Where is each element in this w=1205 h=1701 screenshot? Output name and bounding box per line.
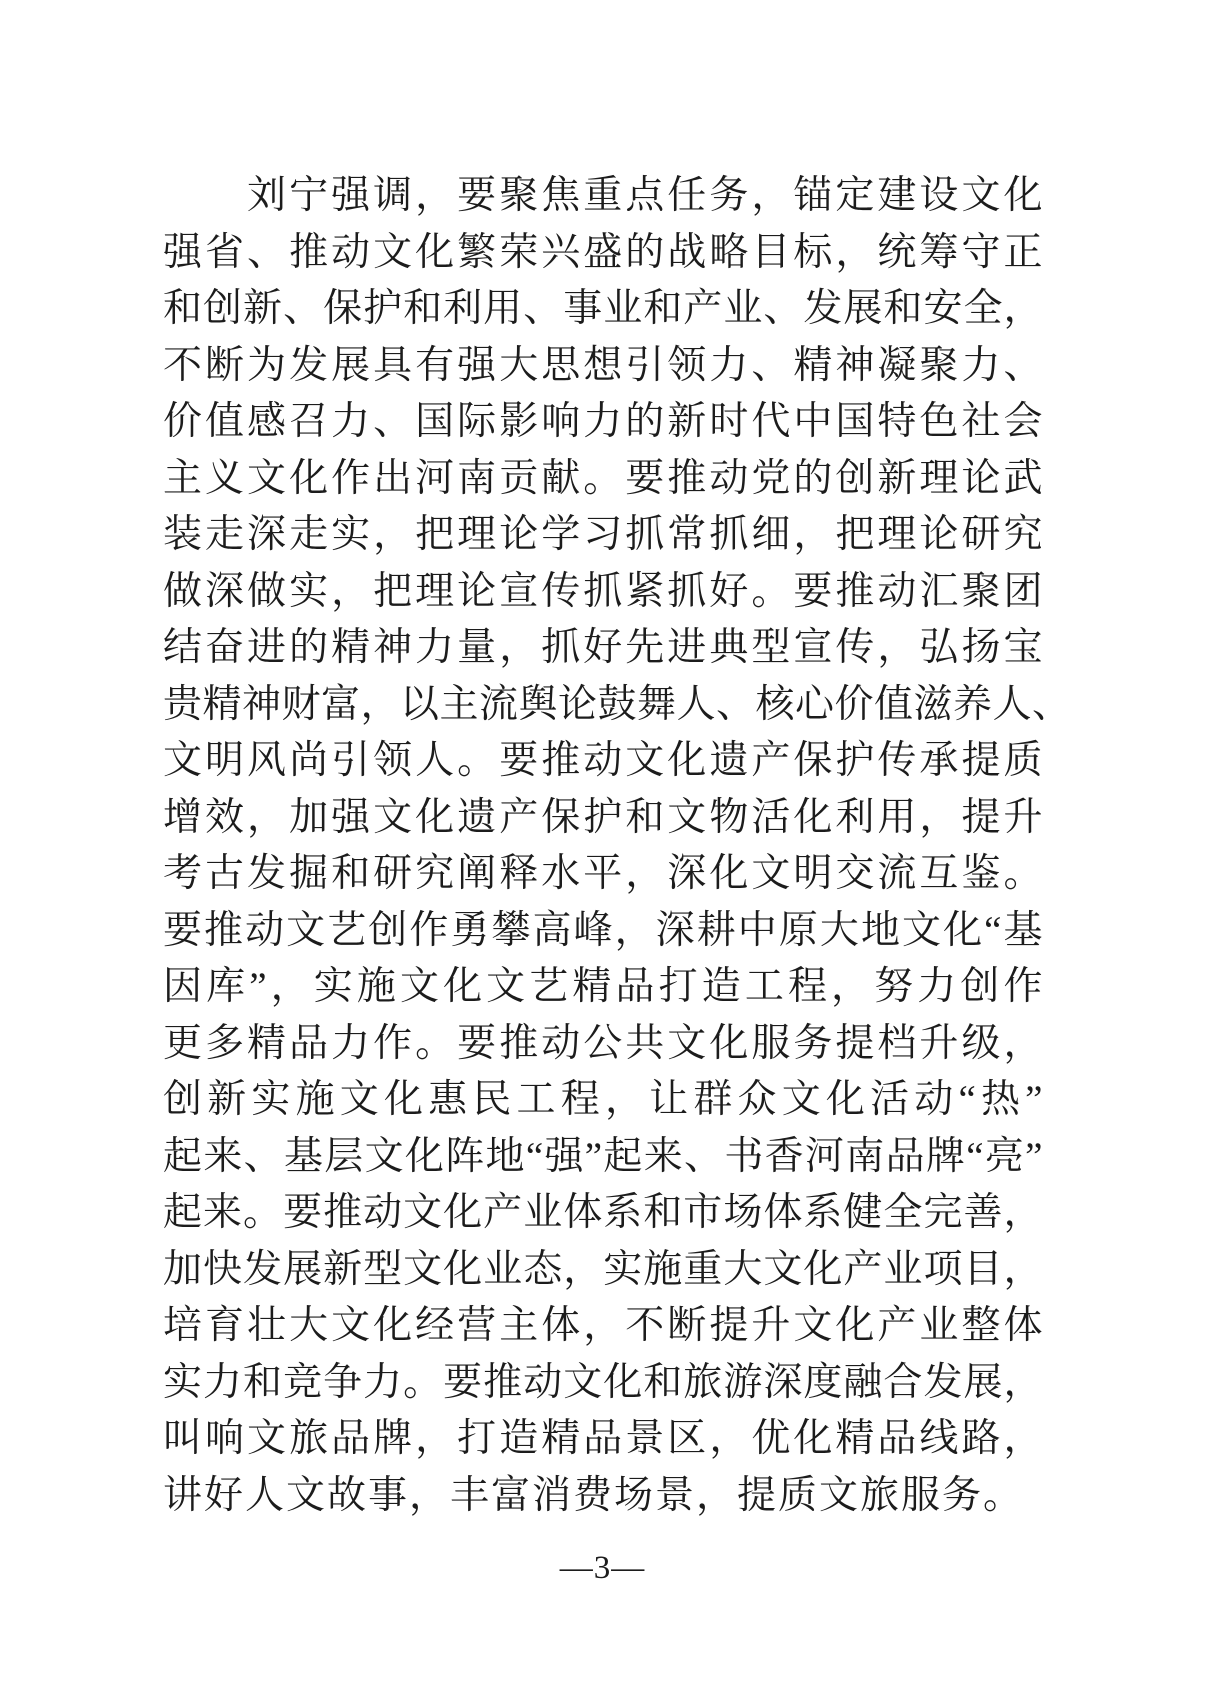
text-line: 不断为发展具有强大思想引领力、精神凝聚力、 — [163, 343, 1043, 387]
text-line: 考古发掘和研究阐释水平，深化文明交流互鉴。 — [163, 852, 1043, 895]
text-line: 要推动文艺创作勇攀高峰，深耕中原大地文化“基 — [163, 908, 1043, 952]
text-line: 刘宁强调，要聚焦重点任务，锚定建设文化 — [163, 174, 1043, 217]
text-line: 做深做实，把理论宣传抓紧抓好。要推动汇聚团 — [163, 569, 1043, 613]
text-line: 因库”，实施文化文艺精品打造工程，努力创作 — [163, 965, 1043, 1008]
text-line: 文明风尚引领人。要推动文化遗产保护传承提质 — [163, 739, 1043, 782]
text-line: 增效，加强文化遗产保护和文物活化利用，提升 — [163, 795, 1043, 839]
text-line: 培育壮大文化经营主体，不断提升文化产业整体 — [163, 1304, 1043, 1347]
text-line: 强省、推动文化繁荣兴盛的战略目标，统筹守正 — [163, 230, 1043, 274]
text-line: 价值感召力、国际影响力的新时代中国特色社会 — [163, 400, 1043, 443]
text-line: 讲好人文故事，丰富消费场景，提质文旅服务。 — [163, 1473, 1025, 1517]
text-line: 装走深走实，把理论学习抓常抓细，把理论研究 — [163, 513, 1043, 556]
text-line: 起来、基层文化阵地“强”起来、书香河南品牌“亮” — [163, 1134, 1043, 1178]
text-line: 主义文化作出河南贡献。要推动党的创新理论武 — [163, 456, 1043, 500]
text-line: 和创新、保护和利用、事业和产业、发展和安全， — [163, 287, 1043, 330]
text-line: 叫响文旅品牌，打造精品景区，优化精品线路， — [163, 1417, 1043, 1460]
text-line: 更多精品力作。要推动公共文化服务提档升级， — [163, 1021, 1043, 1065]
page-number: —3— — [559, 1550, 646, 1586]
text-line: 结奋进的精神力量，抓好先进典型宣传，弘扬宝 — [163, 626, 1043, 669]
text-line: 贵精神财富，以主流舆论鼓舞人、核心价值滋养人、 — [163, 682, 1072, 726]
body-paragraph — [163, 168, 1072, 1524]
text-line: 起来。要推动文化产业体系和市场体系健全完善， — [163, 1191, 1043, 1234]
text-line: 创新实施文化惠民工程，让群众文化活动“热” — [163, 1078, 1043, 1121]
text-line: 实力和竞争力。要推动文化和旅游深度融合发展， — [163, 1360, 1043, 1404]
text-line: 加快发展新型文化业态，实施重大文化产业项目， — [163, 1247, 1043, 1291]
